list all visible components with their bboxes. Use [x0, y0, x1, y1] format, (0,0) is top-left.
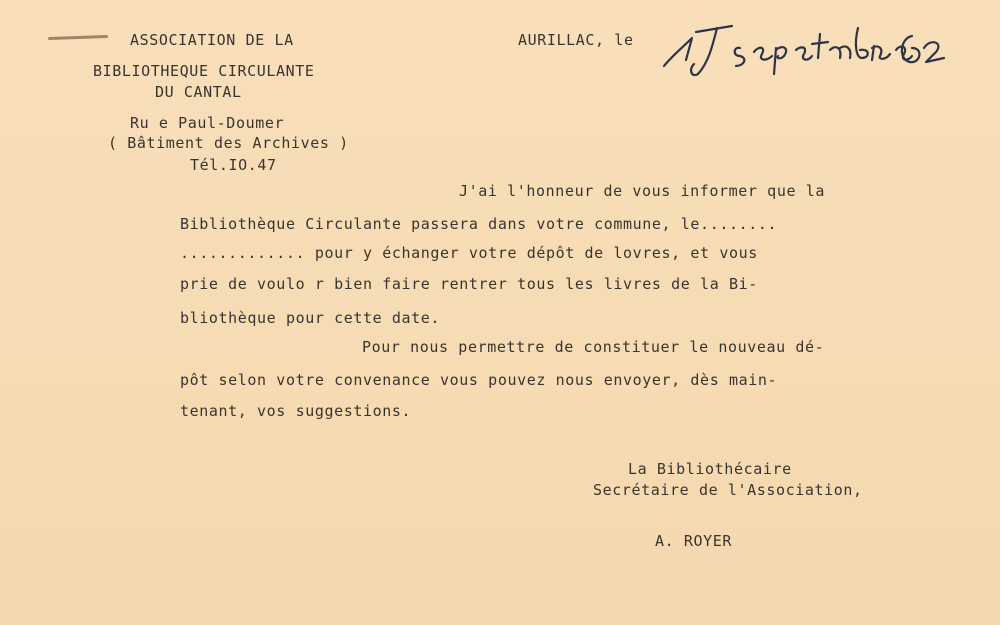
phone-number: Tél.IO.47	[190, 156, 277, 174]
org-name-line1: ASSOCIATION DE LA	[130, 31, 294, 49]
signature-title-2: Secrétaire de l'Association,	[593, 481, 863, 499]
body-line-4: prie de voulo r bien faire rentrer tous les livres de la Bi-	[180, 275, 758, 293]
place-label: AURILLAC, le	[518, 31, 634, 49]
body-line-6: Pour nous permettre de constituer le nouveau dé-	[362, 338, 825, 356]
signature-name: A. ROYER	[655, 532, 733, 550]
org-name-line3: DU CANTAL	[155, 83, 242, 101]
body-line-2: Bibliothèque Circulante passera dans votre commune, le........	[180, 215, 778, 233]
body-line-1: J'ai l'honneur de vous informer que la	[459, 182, 825, 200]
body-line-8: tenant, vos suggestions.	[180, 402, 412, 420]
signature-title-1: La Bibliothécaire	[628, 460, 792, 478]
org-name-line2: BIBLIOTHEQUE CIRCULANTE	[93, 62, 315, 80]
body-line-7: pôt selon votre convenance vous pouvez nous envoyer, dès main-	[180, 371, 778, 389]
body-line-3: ............. pour y échanger votre dépôt de lovres, et vous	[180, 244, 758, 262]
handwritten-date	[662, 8, 947, 78]
body-line-5: bliothèque pour cette date.	[180, 309, 441, 327]
address-building: ( Bâtiment des Archives )	[108, 134, 349, 152]
address-street: Ru e Paul-Doumer	[130, 114, 285, 132]
